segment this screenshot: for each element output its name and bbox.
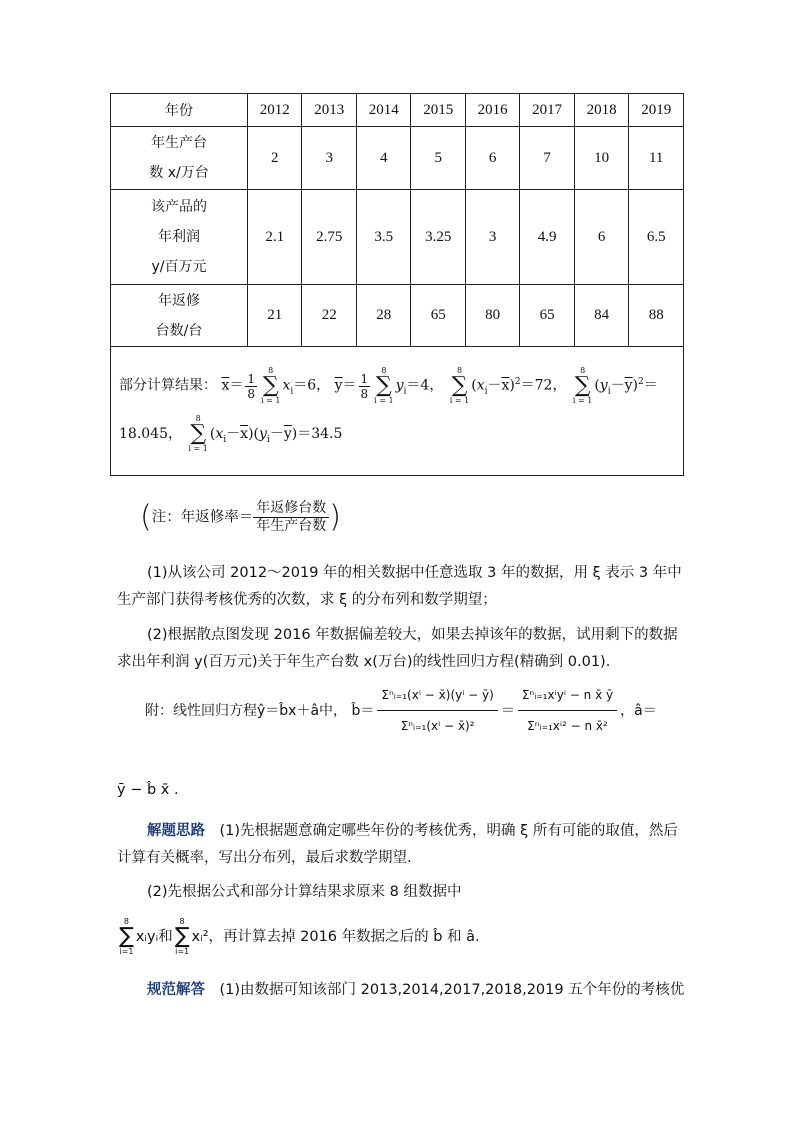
table-cell: 28: [356, 285, 410, 347]
sum-term-1: xᵢyᵢ: [135, 929, 159, 945]
year-cell: 2016: [465, 94, 519, 127]
table-row: [111, 285, 684, 347]
row-label-line: 年生产台: [151, 135, 207, 151]
fraction: [245, 373, 257, 400]
idea-2: (2)先根据公式和部分计算结果求原来 8 组数据中: [147, 884, 462, 900]
sum-top: 8: [381, 366, 387, 376]
data-table: [110, 93, 684, 476]
table-cell: 22: [302, 285, 356, 347]
a-hat: â＝: [634, 703, 657, 720]
idea-2-rest: ，再计算去掉 2016 年数据之后的 b̂ 和 â.: [208, 929, 480, 945]
year-cell: 2012: [248, 94, 302, 127]
table-cell: 2: [248, 127, 302, 190]
table-cell: 10: [574, 127, 628, 190]
row-label-line: y/百万元: [151, 259, 207, 275]
row-label-line: 年返修: [158, 292, 200, 309]
appendix-eq: ŷ＝b̂x＋â: [257, 703, 320, 720]
table-cell: 6.5: [629, 190, 684, 285]
row-label-line: 年利润: [158, 229, 200, 245]
fraction: [359, 373, 371, 400]
row-label: [111, 127, 248, 190]
sum-top: 8: [195, 413, 201, 423]
value-sxy: 34.5: [311, 425, 343, 442]
y-bar: $\overline{y}$: [334, 378, 343, 395]
formula-frac-1: [377, 688, 497, 734]
answer-1-text: (1)由数据可知该部门 2013,2014,2017,2018,2019 五个年份的考核优: [219, 982, 685, 998]
value-syy: 18.045: [119, 425, 168, 442]
row-label: [111, 190, 248, 285]
year-cell: 2015: [411, 94, 465, 127]
sum-symbol: 8 ∑ i = 1: [374, 366, 394, 406]
note: (注：年返修率＝ $\frac{\text{年返修台数}}{\text{年生产台数}}$ ): [140, 499, 341, 535]
answer-1: [117, 980, 687, 1000]
row-label: [111, 285, 248, 347]
year-cell: 2019: [629, 94, 684, 127]
sum-symbol: 8 ∑ i = 1: [572, 366, 593, 406]
sum-bottom: i = 1: [188, 443, 208, 453]
sum-bottom: i = 1: [449, 396, 470, 406]
sum-bottom: i = 1: [572, 396, 593, 406]
sum-symbol: 8 ∑ i = 1: [261, 366, 281, 406]
table-cell: 21: [248, 285, 302, 347]
frac-num: 1: [360, 371, 369, 386]
calc-row: [111, 347, 684, 476]
sum-symbol: 8 ∑ i=1: [174, 917, 190, 956]
value-mean-y: 4: [420, 378, 430, 395]
x-bar: $\overline{x}$: [221, 378, 230, 395]
row-label-line: 台数/台: [155, 322, 203, 339]
calc-results: 部分计算结果： $\overline{x}=$ $\frac{1}{8}$ 8 ∑ i = 1 $x_i=6$， $\overline{y}=$ $\frac{1}{8}$ 8 ∑ i = 1 $y_i=4$， 8 ∑ i = 1 $(x_i-\overline{x})^2=72$， 8 ∑ i = 1 $(y_i-\overline{y})^2=18.045$， 8 ∑ i = 1 $(x_i-\overline{x})(y_i-\overline{y})=34.5$: [111, 347, 684, 476]
table-row: [111, 190, 684, 285]
year-cell: 2018: [574, 94, 628, 127]
year-cell: 2017: [520, 94, 574, 127]
table-cell: 5: [411, 127, 465, 190]
frac-den: 8: [247, 386, 255, 401]
note-prefix: 注：年返修率＝: [151, 509, 254, 526]
appendix-a-expr: ȳ − b̂ x̄ .: [117, 782, 179, 798]
idea-2-formula: [117, 918, 687, 956]
table-cell: 2.75: [302, 190, 356, 285]
table-cell: 4: [356, 127, 410, 190]
table-row: [111, 127, 684, 190]
value-sxx: 72: [534, 378, 553, 395]
idea-1: [117, 818, 687, 872]
sum-bottom: i = 1: [261, 396, 281, 406]
note-fraction: [253, 500, 329, 535]
frac-num: 1: [247, 371, 255, 386]
formula-den-2: Σⁿᵢ₌₁xⁱ² − n x̄²: [527, 718, 608, 733]
b-hat: b̂＝: [351, 703, 375, 720]
table-cell: 3: [465, 190, 519, 285]
table-cell: 6: [465, 127, 519, 190]
formula-frac-2: [518, 688, 617, 734]
table-header-row: [111, 94, 684, 127]
sum-symbol: 8 ∑ i=1: [119, 917, 134, 956]
frac-den: 8: [360, 386, 369, 401]
calc-label: 部分计算结果：: [119, 378, 217, 395]
table-cell: 88: [629, 285, 684, 347]
question-1: (1)从该公司 2012～2019 年的相关数据中任意选取 3 年的数据，用 ξ 表示 3 年中生产部门获得考核优秀的次数，求 ξ 的分布列和数学期望；: [117, 565, 682, 608]
formula-num-1: Σⁿᵢ₌₁(xⁱ − x̄)(yⁱ − ȳ): [377, 688, 497, 711]
table-cell: 3.5: [356, 190, 410, 285]
sum-top: 8: [268, 366, 274, 376]
appendix-label: 附：线性回归方程: [145, 703, 257, 720]
sum-symbol: 8 ∑ i = 1: [188, 413, 208, 453]
table-cell: 3: [302, 127, 356, 190]
year-cell: 2013: [302, 94, 356, 127]
formula-den-1: Σⁿᵢ₌₁(xⁱ − x̄)²: [400, 718, 475, 733]
sum-symbol: 8 ∑ i = 1: [449, 366, 470, 406]
sum-bottom: i = 1: [374, 396, 394, 406]
sum-top: 8: [580, 366, 586, 376]
table-cell: 65: [520, 285, 574, 347]
year-label: 年份: [111, 94, 248, 127]
table-cell: 3.25: [411, 190, 465, 285]
sum-term-2: xᵢ²: [191, 929, 209, 945]
table-cell: 11: [629, 127, 684, 190]
year-cell: 2014: [356, 94, 410, 127]
question-2: (2)根据散点图发现 2016 年数据偏差较大，如果去掉该年的数据，试用剩下的数据求出年利润 y(百万元)关于年生产台数 x(万台)的线性回归方程(精确到 0.01).: [117, 627, 678, 670]
table-cell: 6: [574, 190, 628, 285]
answer-label: 规范解答: [147, 982, 205, 998]
table-cell: 84: [574, 285, 628, 347]
table-cell: 7: [520, 127, 574, 190]
formula-num-2: Σⁿᵢ₌₁xⁱyⁱ − n x̄ ȳ: [518, 688, 617, 711]
row-label-line: 数 x/万台: [149, 165, 209, 181]
idea-label: 解题思路: [147, 823, 205, 839]
table-cell: 2.1: [248, 190, 302, 285]
sum-top: 8: [456, 366, 463, 376]
appendix: 附：线性回归方程ŷ＝b̂x＋â中， b̂＝ $\frac{\text{Σⁿᵢ₌₁(xⁱ − x̄)(yⁱ − ȳ)}}{\text{Σⁿᵢ₌₁(xⁱ − x̄)²}}$ ＝ $\frac{\text{Σⁿᵢ₌₁xⁱyⁱ − n x̄ ȳ}}{\text{Σⁿᵢ₌₁xⁱ² − n x̄²}}$ ，â＝: [145, 688, 657, 733]
and-text: 和: [158, 929, 173, 945]
note-denominator: 年生产台数: [256, 517, 327, 534]
value-mean-x: 6: [307, 378, 317, 395]
idea-1-text: (1)先根据题意确定哪些年份的考核优秀，明确 ξ 所有可能的取值，然后计算有关概率，写出分布列，最后求数学期望.: [117, 823, 678, 866]
note-numerator: 年返修台数: [253, 500, 329, 518]
table-cell: 4.9: [520, 190, 574, 285]
appendix-mid: 中，: [319, 703, 348, 720]
row-label-line: 该产品的: [151, 199, 207, 215]
table-cell: 65: [411, 285, 465, 347]
table-cell: 80: [465, 285, 519, 347]
